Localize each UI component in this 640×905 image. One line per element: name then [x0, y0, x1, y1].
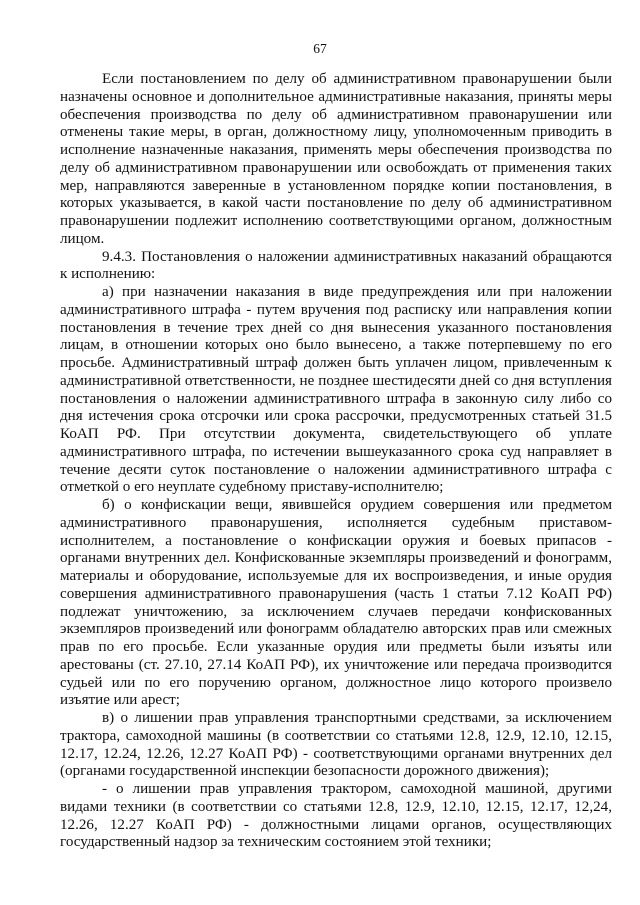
paragraph-9-4-3: 9.4.3. Постановления о наложении административных наказаний обращаются к исполнению: [60, 248, 612, 283]
paragraph-v-license-deprivation: в) о лишении прав управления транспортными средствами, за исключением трактора, самоходной машины (в соответствии со статьями 12.8, 12.9, 12.10, 12.15, 12.17, 12.24, 12.26, 12.27 КоАП РФ) - соответствующими органами внутренних дел (органами государственной инспекции безопасности дорожного движения); [60, 710, 612, 780]
paragraph-b-confiscation: б) о конфискации вещи, явившейся орудием совершения или предметом административного правонарушения, исполняется судебным приставом-исполнителем, а постановление о конфискации оружия и боевых припасов - органами внутренних дел. Конфискованные экземпляры произведений и фонограмм, материалы и оборудование, используемые для их воспроизведения, и иные орудия совершения административного правонарушения (часть 1 статьи 7.12 КоАП РФ) подлежат уничтожению, за исключением случаев передачи конфискованных экземпляров произведений или фонограмм обладателю авторских прав или смежных прав по его просьбе. Если указанные орудия или предметы были изъяты или арестованы (ст. 27.10, 27.14 КоАП РФ), их уничтожение или передача производится судьей или по его поручению органом, должностное лицо которого произвело изъятие или арест; [60, 497, 612, 709]
document-body [60, 71, 612, 852]
page-number: 67 [313, 41, 327, 56]
paragraph-execution-copies: Если постановлением по делу об административном правонарушении были назначены основное и дополнительное административные наказания, приняты меры обеспечения производства по делу об административном правонарушении или отменены такие меры, в орган, должностному лицу, уполномоченным приводить в исполнение назначенные наказания, применять меры обеспечения производства по делу об административном правонарушении или освобождать от применения таких мер, направляются заверенные в установленном порядке копии постановления, в которых указывается, в какой части постановление по делу об административном правонарушении подлежит исполнению соответствующими органом, должностным лицом. [60, 71, 612, 247]
paragraph-tractor-license: - о лишении прав управления трактором, самоходной машиной, другими видами техники (в соответствии со статьями 12.8, 12.9, 12.10, 12.15, 12.17, 12,24, 12.26, 12.27 КоАП РФ) - должностными лицами органов, осуществляющих государственный надзор за техническим состоянием этой техники; [60, 781, 612, 851]
paragraph-a-warning-fine: а) при назначении наказания в виде предупреждения или при наложении административного штрафа - путем вручения под расписку или направления копии постановления в течение трех дней со дня вынесения указанного постановления лицам, в отношении которых оно было вынесено, а также потерпевшему по его просьбе. Административный штраф должен быть уплачен лицом, привлеченным к административной ответственности, не позднее шестидесяти дней со дня вступления постановления о наложении административного штрафа в законную силу либо со дня истечения срока отсрочки или срока рассрочки, предусмотренных статьей 31.5 КоАП РФ. При отсутствии документа, свидетельствующего об уплате административного штрафа, по истечении вышеуказанного срока суд направляет в течение десяти суток постановление о наложении административного штрафа с отметкой о его неуплате судебному приставу-исполнителю; [60, 284, 612, 496]
